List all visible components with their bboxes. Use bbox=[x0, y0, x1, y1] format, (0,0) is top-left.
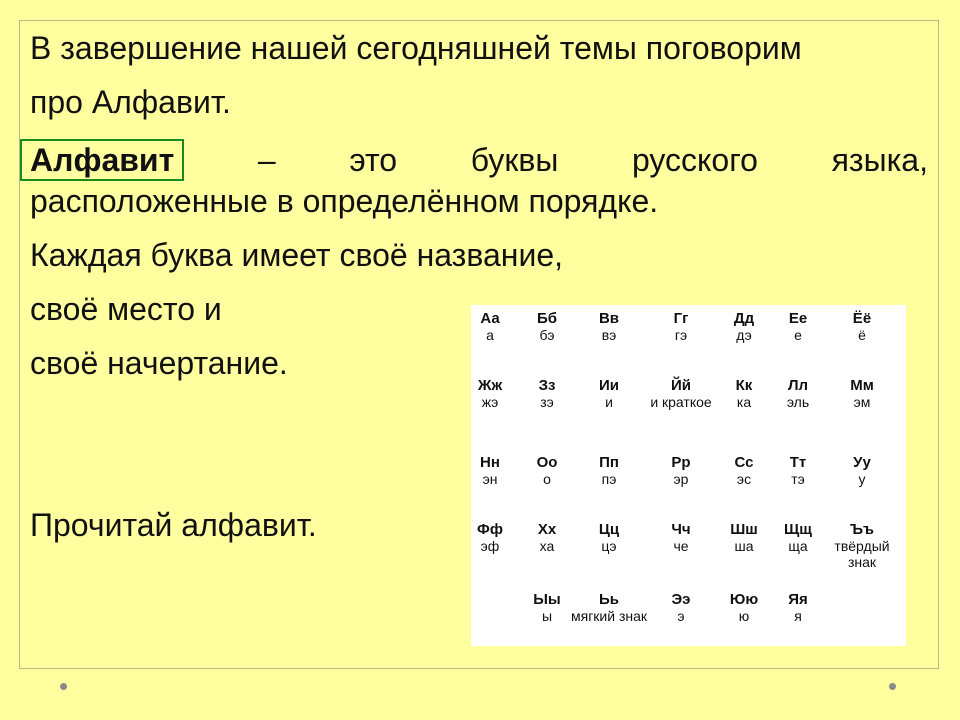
intro-line-1: В завершение нашей сегодняшней темы поговорим bbox=[30, 30, 802, 66]
letter-name: у bbox=[858, 471, 866, 487]
letter-name: эс bbox=[736, 471, 752, 487]
alphabet-letter: Зз bbox=[538, 377, 556, 394]
alphabet-cell bbox=[570, 591, 648, 624]
alphabet-cell bbox=[578, 455, 640, 487]
alphabet-letter: Рр bbox=[671, 454, 691, 471]
alphabet-letter: Дд bbox=[733, 310, 755, 327]
alphabet-letter: Ёё bbox=[852, 310, 872, 327]
alphabet-cell bbox=[831, 378, 893, 410]
alphabet-cell bbox=[650, 592, 712, 624]
alphabet-cell bbox=[650, 311, 712, 343]
letter-name: ка bbox=[736, 394, 752, 410]
letter-name: тэ bbox=[791, 471, 805, 487]
letter-name: эн bbox=[482, 471, 498, 487]
alphabet-cell bbox=[650, 455, 712, 487]
alphabet-letter: Яя bbox=[788, 591, 808, 608]
alphabet-cell bbox=[650, 522, 712, 554]
letter-name: ю bbox=[738, 608, 750, 624]
letter-name: эль bbox=[786, 394, 810, 410]
alphabet-letter: Гг bbox=[673, 310, 689, 327]
alphabet-term-highlight: Алфавит bbox=[20, 139, 184, 181]
alphabet-letter: Шш bbox=[730, 521, 758, 538]
letter-place-line: своё место и bbox=[30, 291, 222, 327]
read-alphabet-instruction: Прочитай алфавит. bbox=[30, 507, 317, 543]
alphabet-letter: Вв bbox=[598, 310, 620, 327]
letter-name: о bbox=[543, 471, 551, 487]
letter-name: и краткое bbox=[650, 394, 712, 410]
alphabet-cell bbox=[713, 455, 775, 487]
alphabet-letter: Лл bbox=[787, 377, 809, 394]
letter-name: а bbox=[486, 327, 494, 343]
letter-name: вэ bbox=[601, 327, 617, 343]
letter-name: ща bbox=[788, 538, 808, 554]
alphabet-cell bbox=[713, 311, 775, 343]
alphabet-letter: Юю bbox=[729, 591, 759, 608]
letter-name: ё bbox=[858, 327, 866, 343]
letter-name: пэ bbox=[601, 471, 617, 487]
definition-word: буквы bbox=[470, 141, 559, 178]
alphabet-cell bbox=[713, 592, 775, 624]
alphabet-letter: Аа bbox=[480, 310, 500, 327]
definition-word: языка, bbox=[831, 141, 928, 178]
letter-name: е bbox=[794, 327, 802, 343]
letter-name-line: Каждая буква имеет своё название, bbox=[30, 237, 564, 273]
letter-name: зэ bbox=[540, 394, 554, 410]
alphabet-cell bbox=[713, 522, 775, 554]
letter-name: дэ bbox=[736, 327, 752, 343]
letter-name: мягкий знак bbox=[570, 608, 648, 624]
letter-name: че bbox=[673, 538, 689, 554]
alphabet-cell bbox=[767, 455, 829, 487]
letter-name: жэ bbox=[481, 394, 499, 410]
definition-line-1 bbox=[30, 140, 928, 180]
alphabet-cell bbox=[516, 455, 578, 487]
letter-name: эф bbox=[480, 538, 500, 554]
alphabet-letter: Сс bbox=[734, 454, 754, 471]
alphabet-cell bbox=[767, 378, 829, 410]
letter-name: гэ bbox=[674, 327, 688, 343]
letter-name: и bbox=[605, 394, 613, 410]
letter-name: цэ bbox=[601, 538, 617, 554]
alphabet-cell bbox=[516, 522, 578, 554]
alphabet-letter: Пп bbox=[599, 454, 619, 471]
letter-name: ха bbox=[539, 538, 555, 554]
alphabet-cell bbox=[767, 592, 829, 624]
alphabet-cell bbox=[713, 378, 775, 410]
alphabet-letter: Оо bbox=[536, 454, 558, 471]
alphabet-cell bbox=[516, 378, 578, 410]
alphabet-letter: Тт bbox=[789, 454, 807, 471]
definition-word: русского bbox=[631, 141, 758, 178]
letter-name: э bbox=[677, 608, 685, 624]
alphabet-cell bbox=[459, 311, 521, 343]
alphabet-cell bbox=[459, 378, 521, 410]
letter-name: я bbox=[794, 608, 802, 624]
definition-word: это bbox=[349, 141, 398, 178]
letter-name: ы bbox=[541, 608, 553, 624]
alphabet-cell bbox=[767, 522, 829, 554]
definition-line-2: расположенные в определённом порядке. bbox=[30, 183, 659, 219]
alphabet-cell bbox=[578, 311, 640, 343]
alphabet-letter: Уу bbox=[853, 454, 871, 471]
alphabet-cell bbox=[831, 522, 893, 570]
alphabet-cell bbox=[650, 378, 712, 410]
alphabet-letter: Ьь bbox=[598, 591, 619, 608]
alphabet-letter: Цц bbox=[598, 521, 620, 538]
letter-name: эм bbox=[853, 394, 871, 410]
letter-shape-line: своё начертание. bbox=[30, 345, 288, 381]
alphabet-letter: Чч bbox=[671, 521, 691, 538]
alphabet-letter: Ыы bbox=[533, 591, 561, 608]
alphabet-letter: Щщ bbox=[784, 521, 812, 538]
decorative-dot-left bbox=[60, 683, 67, 690]
intro-line-2: про Алфавит. bbox=[30, 84, 231, 120]
letter-name: ша bbox=[734, 538, 754, 554]
alphabet-letter: Хх bbox=[537, 521, 557, 538]
alphabet-cell bbox=[516, 311, 578, 343]
alphabet-table bbox=[471, 305, 906, 646]
decorative-dot-right bbox=[889, 683, 896, 690]
alphabet-cell bbox=[767, 311, 829, 343]
alphabet-letter: Жж bbox=[477, 377, 503, 394]
alphabet-cell bbox=[578, 522, 640, 554]
alphabet-letter: Бб bbox=[536, 310, 558, 327]
alphabet-letter: Кк bbox=[735, 377, 753, 394]
alphabet-letter: Фф bbox=[477, 521, 503, 538]
alphabet-cell bbox=[578, 378, 640, 410]
letter-name: бэ bbox=[539, 327, 555, 343]
alphabet-letter: Ъъ bbox=[850, 521, 874, 538]
alphabet-cell bbox=[831, 455, 893, 487]
alphabet-cell bbox=[459, 455, 521, 487]
alphabet-letter: Мм bbox=[850, 377, 874, 394]
alphabet-cell bbox=[831, 311, 893, 343]
letter-name: эр bbox=[673, 471, 689, 487]
alphabet-letter: Ее bbox=[788, 310, 808, 327]
letter-name: твёрдый знак bbox=[834, 538, 890, 570]
alphabet-letter: Ии bbox=[598, 377, 619, 394]
alphabet-letter: Нн bbox=[480, 454, 500, 471]
alphabet-letter: Йй bbox=[670, 377, 691, 394]
alphabet-letter: Ээ bbox=[671, 591, 691, 608]
definition-dash: – bbox=[257, 141, 276, 178]
alphabet-cell bbox=[459, 522, 521, 554]
